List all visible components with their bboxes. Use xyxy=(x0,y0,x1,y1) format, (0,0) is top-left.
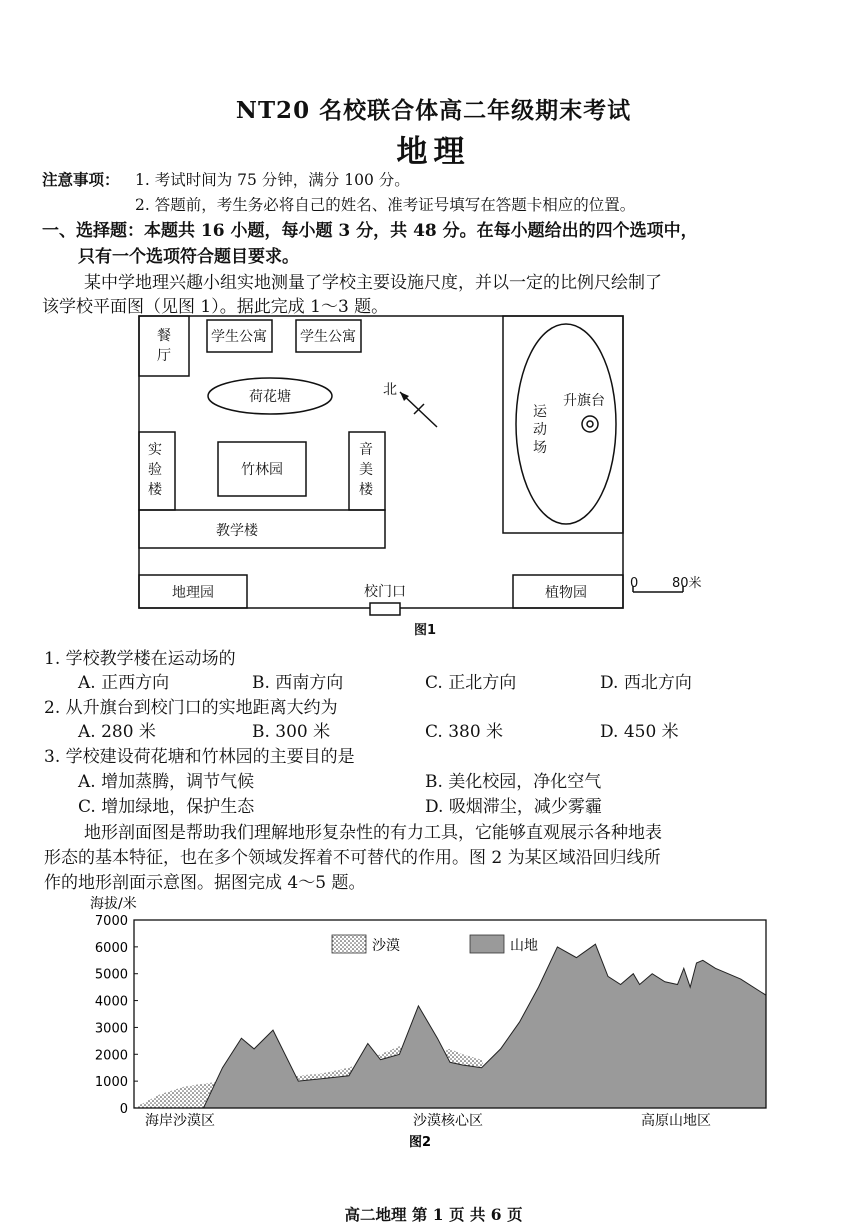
q1-option-c[interactable]: C. 正北方向 xyxy=(425,673,517,693)
region-label-coast: 海岸沙漠区 xyxy=(145,1113,215,1129)
mountain-area xyxy=(134,944,766,1108)
section-heading-2: 只有一个选项符合题目要求。 xyxy=(78,247,299,267)
bamboo-label: 竹林园 xyxy=(241,462,283,478)
page-footer: 高二地理 第 1 页 共 6 页 xyxy=(344,1205,523,1224)
y-tick-label: 6000 xyxy=(94,940,128,956)
sports-label-1: 运 xyxy=(533,404,547,420)
y-axis-label: 海拔/米 xyxy=(90,896,137,912)
intro1-line2: 该学校平面图（见图 1）。据此完成 1～3 题。 xyxy=(42,297,389,317)
sports-label-3: 场 xyxy=(533,440,547,456)
lab-label-1: 实 xyxy=(148,442,162,458)
q2-option-d[interactable]: D. 450 米 xyxy=(600,722,679,742)
q2-option-a[interactable]: A. 280 米 xyxy=(78,722,156,742)
legend-desert-swatch xyxy=(332,935,366,953)
q3-option-d[interactable]: D. 吸烟滞尘，减少雾霾 xyxy=(425,797,602,817)
sports-label-2: 动 xyxy=(533,422,547,438)
q1-stem: 1. 学校教学楼在运动场的 xyxy=(44,649,236,669)
y-tick-label: 3000 xyxy=(94,1021,128,1037)
canteen-label-2: 厅 xyxy=(157,348,171,364)
q1-option-b[interactable]: B. 西南方向 xyxy=(252,673,344,693)
figure2-caption: 图2 xyxy=(408,1135,432,1150)
flag-label: 升旗台 xyxy=(563,393,605,409)
q2-stem: 2. 从升旗台到校门口的实地距离大约为 xyxy=(44,698,338,718)
scale-length-label: 80米 xyxy=(672,576,702,591)
canteen-label-1: 餐 xyxy=(157,328,171,344)
y-tick-label: 5000 xyxy=(94,967,128,983)
intro2-line3: 作的地形剖面示意图。据图完成 4～5 题。 xyxy=(44,873,366,893)
y-tick-label: 1000 xyxy=(94,1075,128,1091)
y-tick-label: 2000 xyxy=(94,1048,128,1064)
notes-label: 注意事项： xyxy=(42,170,120,189)
music-label-2: 美 xyxy=(359,462,373,478)
lab-label-2: 验 xyxy=(148,462,162,478)
y-tick-label: 7000 xyxy=(94,914,128,929)
q2-option-b[interactable]: B. 300 米 xyxy=(252,722,331,742)
teaching-label: 教学楼 xyxy=(216,523,258,539)
intro2-line2: 形态的基本特征，也在多个领域发挥着不可替代的作用。图 2 为某区域沿回归线所 xyxy=(44,848,661,868)
music-label-1: 音 xyxy=(359,442,373,458)
legend-desert-label: 沙漠 xyxy=(372,938,400,954)
plant-garden-label: 植物园 xyxy=(545,585,587,601)
dorm2-label: 学生公寓 xyxy=(300,329,356,345)
note-1: 1. 考试时间为 75 分钟，满分 100 分。 xyxy=(135,171,410,189)
lab-label-3: 楼 xyxy=(148,482,162,498)
exam-title: NT20 名校联合体高二年级期末考试 xyxy=(235,97,632,124)
q3-option-b[interactable]: B. 美化校园，净化空气 xyxy=(425,772,602,792)
q3-option-c[interactable]: C. 增加绿地，保护生态 xyxy=(78,797,255,817)
region-label-plateau: 高原山地区 xyxy=(641,1113,711,1129)
legend-mountain-label: 山地 xyxy=(510,938,538,954)
pond-label: 荷花塘 xyxy=(249,389,291,405)
geo-garden-label: 地理园 xyxy=(172,585,214,601)
subject-title: 地理 xyxy=(396,134,471,170)
y-tick-label: 4000 xyxy=(94,994,128,1010)
q1-option-a[interactable]: A. 正西方向 xyxy=(78,673,170,693)
note-2: 2. 答题前，考生务必将自己的姓名、准考证号填写在答题卡相应的位置。 xyxy=(135,196,636,214)
q3-option-a[interactable]: A. 增加蒸腾，调节气候 xyxy=(78,772,255,792)
intro1-line1: 某中学地理兴趣小组实地测量了学校主要设施尺度，并以一定的比例尺绘制了 xyxy=(84,273,662,293)
dorm1-label: 学生公寓 xyxy=(211,329,267,345)
intro2-line1: 地形剖面图是帮助我们理解地形复杂性的有力工具，它能够直观展示各种地表 xyxy=(84,823,662,843)
section-heading: 一、选择题：本题共 16 小题，每小题 3 分，共 48 分。在每小题给出的四个选项中， xyxy=(42,221,698,241)
q2-option-c[interactable]: C. 380 米 xyxy=(425,722,504,742)
north-label: 北 xyxy=(383,382,397,398)
legend-mountain-swatch xyxy=(470,935,504,953)
region-label-core: 沙漠核心区 xyxy=(413,1113,483,1129)
figure1-caption: 图1 xyxy=(413,623,437,638)
scale-zero-label: 0 xyxy=(630,576,639,591)
y-tick-label: 0 xyxy=(119,1102,128,1117)
music-label-3: 楼 xyxy=(359,482,373,498)
q1-option-d[interactable]: D. 西北方向 xyxy=(600,673,692,693)
gate-label: 校门口 xyxy=(364,584,406,600)
q3-stem: 3. 学校建设荷花塘和竹林园的主要目的是 xyxy=(44,747,355,767)
